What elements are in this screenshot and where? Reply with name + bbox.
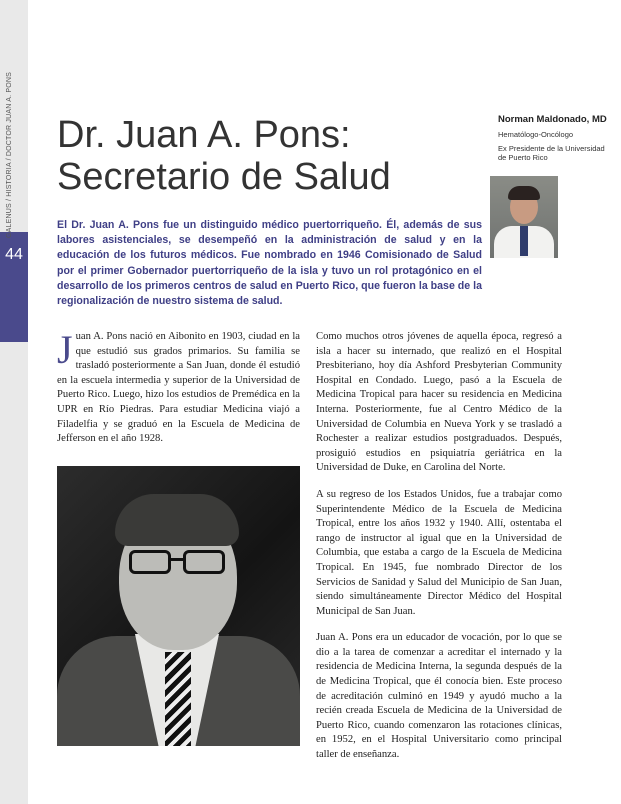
author-info bbox=[498, 114, 613, 162]
author-name: Norman Maldonado, MD bbox=[498, 114, 607, 125]
author-role: Hematólogo-Oncólogo bbox=[498, 130, 574, 139]
author-photo-hair bbox=[508, 186, 540, 200]
article-title bbox=[57, 114, 477, 198]
portrait-lens-left bbox=[129, 550, 171, 574]
author-former-title: Ex Presidente de la Universidad de Puerto Rico bbox=[498, 144, 605, 162]
page-number: 44 bbox=[5, 246, 23, 263]
sidebar bbox=[0, 0, 28, 804]
author-photo-tie bbox=[520, 226, 528, 256]
portrait-hair bbox=[115, 494, 239, 546]
portrait-photo bbox=[57, 466, 300, 746]
right-paragraph-3: Juan A. Pons era un educador de vocación, por lo que se dio a la tarea de comenzar a acreditar el internado y la residencia de Medicina Interna, la segunda después de la de Medicina Tropical, que él conocía bien. Este proceso de acreditación culminó en 1949 y ayudó mucho a la recién creada Escuela de Medicina de la Universidad de Puerto Rico, cuando comenzaron las rotaciones clínicas, en 1952, en el Hospital Universitario como principal taller de enseñanza. bbox=[316, 632, 562, 761]
section-label: GALENUS / HISTORIA / DOCTOR JUAN A. PONS bbox=[6, 71, 13, 238]
right-paragraph-2: A su regreso de los Estados Unidos, fue a trabajar como Superintendente Médico de la Escuela de Medicina Tropical, entre los años 1932 y 1940. Allí, ostentaba el rango de instructor al igual que en la Universidad de Columbia, que estaba a cargo de la Escuela de Medicina Tropical. En 1945, fue nombrado Director de los Servicios de Sanidad y Salud del Municipio de San Juan, siendo simultáneamente Director Médico del Hospital Municipal de San Juan. bbox=[316, 488, 562, 617]
drop-cap: J bbox=[57, 327, 73, 372]
author-photo bbox=[490, 176, 558, 258]
left-paragraph bbox=[57, 327, 300, 447]
left-paragraph-text: uan A. Pons nació en Aibonito en 1903, ciudad en la que estudió sus grados primarios. Su familia se trasladó posteriormente a San Juan, donde él estudió en la escuela intermedia y superior de la Universidad de Puerto Rico. Luego, hizo los estudios de Premédica en la UPR en Río Piedras. Para estudiar Medicina viajó a Filadelfia y se graduó en la Escuela de Medicina de Jefferson en el año 1928. bbox=[57, 331, 300, 445]
title-line-1: Dr. Juan A. Pons: bbox=[57, 114, 351, 156]
portrait-lens-right bbox=[183, 550, 225, 574]
title-line-2: Secretario de Salud bbox=[57, 156, 391, 198]
portrait-tie bbox=[165, 652, 191, 746]
right-paragraph-1: Como muchos otros jóvenes de aquella época, regresó a isla a hacer su internado, que realizó en el Hospital Presbiteriano, hoy día Ashford Presbyterian Community Hospital en Condado. Luego, pasó a la Escuela de Medicina Tropical para hacer su residencia en Medicina Interna. Posteriormente, fue al Centro Médico de la Universidad de Columbia en Nueva York y se trasladó a Rochester a realizar estudios postgraduados. Después, prosiguió estudios en psiquiatría geriátrica en la Universidad de Duke, en Carolina del Norte. bbox=[316, 331, 562, 474]
right-column bbox=[316, 330, 562, 775]
portrait-glasses-bridge bbox=[171, 558, 183, 561]
portrait-glasses bbox=[129, 550, 227, 576]
left-column bbox=[57, 327, 300, 459]
intro-paragraph: El Dr. Juan A. Pons fue un distinguido médico puertorriqueño. Él, además de sus labores asistenciales, se desempeñó en la administración de salud y en la educación de los futuros médicos. Fue nombrado en 1946 Comisionado de Salud por el primer Gobernador puertorriqueño de la isla y tuvo un rol protagónico en el desarrollo de los primeros centros de salud en Puerto Rico, que fueron la base de la regionalización de nuestro sistema de salud. bbox=[57, 219, 482, 308]
section-label-container bbox=[6, 71, 20, 398]
